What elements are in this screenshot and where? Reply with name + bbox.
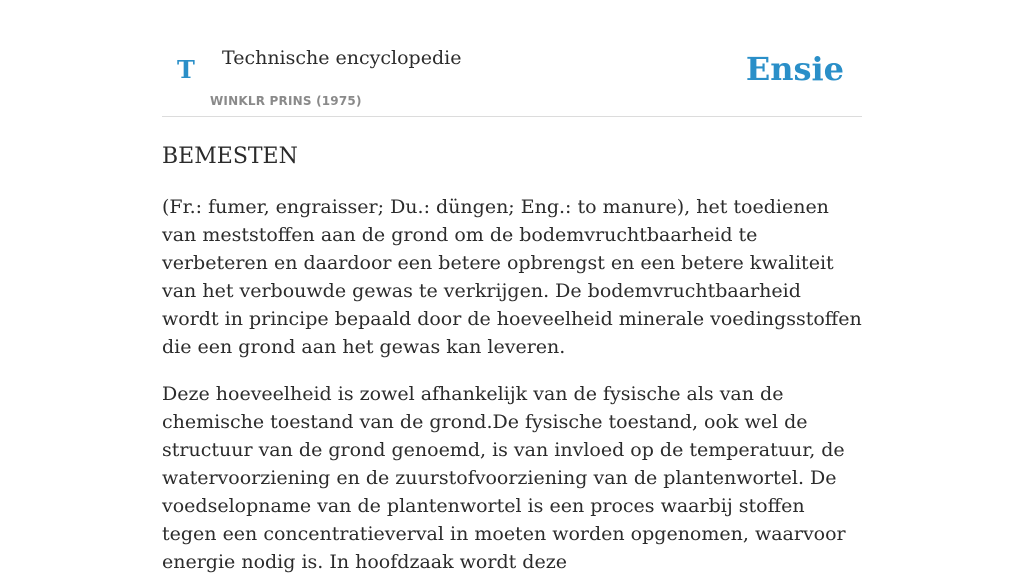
brand-logo[interactable]: Ensie	[745, 50, 844, 88]
encyclopedia-subtitle: WINKLR PRINS (1975)	[210, 94, 362, 108]
header	[162, 0, 862, 117]
encyclopedia-title[interactable]: Technische encyclopedie	[222, 47, 462, 69]
article-paragraph: (Fr.: fumer, engraisser; Du.: düngen; Eng.: to manure), het toedienen van meststoffen aan de grond om de bodemvruchtbaarheid te verbeteren en daardoor een betere opbrengst en een betere kwaliteit van het verbouwde gewas te verkrijgen. De bodemvruchtbaarheid wordt in principe bepaald door de hoeveelheid minerale voedingsstoffen die een grond aan het gewas kan leveren.	[162, 196, 862, 358]
encyclopedia-logo[interactable]: T	[177, 55, 195, 84]
article-title: BEMESTEN	[162, 144, 298, 169]
page	[162, 0, 862, 576]
article-paragraph: Deze hoeveelheid is zowel afhankelijk van de fysische als van de chemische toestand van de grond.De fysische toestand, ook wel de structuur van de grond genoemd, is van invloed op de temperatuur, de watervoorziening en de zuurstofvoorziening van de plantenwortel. De voedselopname van de plantenwortel is een proces waarbij stoffen tegen een concentratieverval in moeten worden opgenomen, waarvoor energie nodig is. In hoofdzaak wordt deze	[162, 383, 846, 573]
